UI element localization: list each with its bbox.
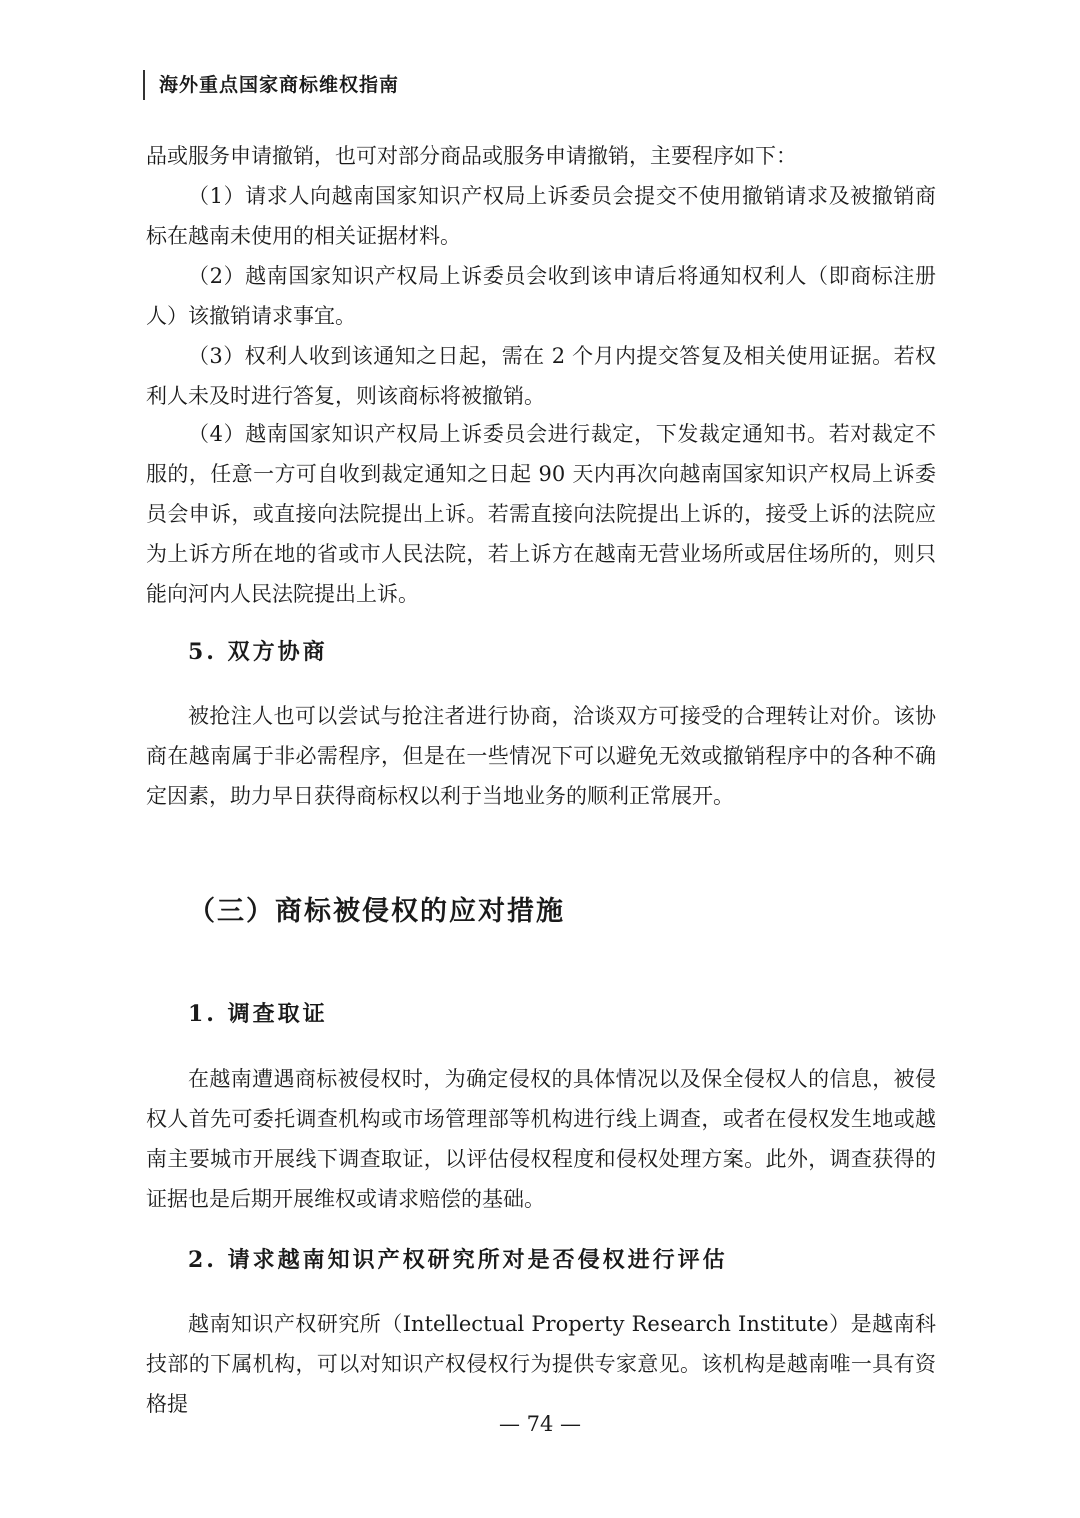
heading-negotiation: 5. 双方协商 bbox=[188, 639, 328, 665]
paragraph-continuation: 品或服务申请撤销，也可对部分商品或服务申请撤销，主要程序如下： bbox=[146, 144, 797, 168]
page-number: — 74 — bbox=[498, 1412, 582, 1436]
running-title: 海外重点国家商标维权指南 bbox=[143, 70, 399, 100]
paragraph-step-2: （2）越南国家知识产权局上诉委员会收到该申请后将通知权利人（即商标注册人）该撤销请求事宜。 bbox=[146, 264, 936, 328]
paragraph-step-3: （3）权利人收到该通知之日起，需在 2 个月内提交答复及相关使用证据。若权利人未及时进行答复，则该商标将被撤销。 bbox=[146, 344, 936, 408]
section-heading-infringement-response: （三）商标被侵权的应对措施 bbox=[188, 896, 565, 927]
paragraph-investigation: 在越南遭遇商标被侵权时，为确定侵权的具体情况以及保全侵权人的信息，被侵权人首先可委托调查机构或市场管理部等机构进行线上调查，或者在侵权发生地或越南主要城市开展线下调查取证，以评估侵权程度和侵权处理方案。此外，调查获得的证据也是后期开展维权或请求赔偿的基础。 bbox=[146, 1067, 936, 1211]
paragraph-step-1: （1）请求人向越南国家知识产权局上诉委员会提交不使用撤销请求及被撤销商标在越南未使用的相关证据材料。 bbox=[146, 184, 936, 248]
heading-investigation: 1. 调查取证 bbox=[188, 1001, 328, 1027]
paragraph-assessment: 越南知识产权研究所（Intellectual Property Research Institute）是越南科技部的下属机构，可以对知识产权侵权行为提供专家意见。该机构是越南唯一具有资格提 bbox=[146, 1312, 936, 1416]
paragraph-step-4: （4）越南国家知识产权局上诉委员会进行裁定，下发裁定通知书。若对裁定不服的，任意一方可自收到裁定通知之日起 90 天内再次向越南国家知识产权局上诉委员会申诉，或直接向法院提出上诉。若需直接向法院提出上诉的，接受上诉的法院应为上诉方所在地的省或市人民法院，若上诉方在越南无营业场所或居住场所的，则只能向河内人民法院提出上诉。 bbox=[146, 422, 936, 606]
heading-assessment: 2. 请求越南知识产权研究所对是否侵权进行评估 bbox=[188, 1247, 728, 1273]
paragraph-negotiation: 被抢注人也可以尝试与抢注者进行协商，洽谈双方可接受的合理转让对价。该协商在越南属于非必需程序，但是在一些情况下可以避免无效或撤销程序中的各种不确定因素，助力早日获得商标权以利于当地业务的顺利正常展开。 bbox=[146, 704, 936, 808]
